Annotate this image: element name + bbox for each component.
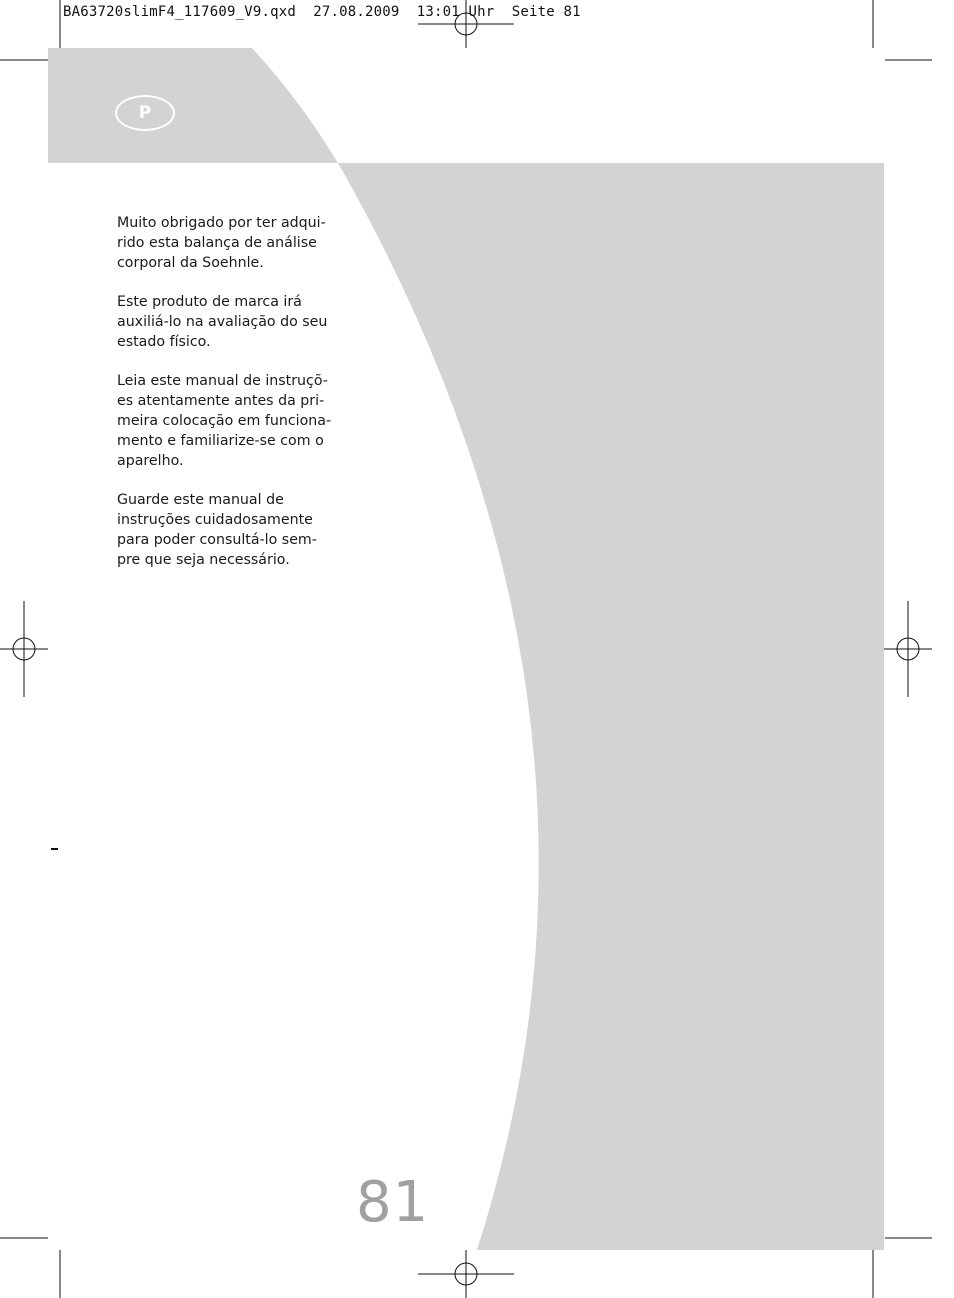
text-line: auxiliá-lo na avaliação do seu <box>117 313 328 330</box>
text-line: meira colocação em funciona- <box>117 412 332 429</box>
text-line: es atentamente antes da pri- <box>117 393 325 410</box>
text-line: rido esta balança de análise <box>117 234 317 251</box>
text-line: Guarde este manual de <box>117 492 284 509</box>
text-line: Muito obrigado por ter adqui- <box>117 215 326 231</box>
paragraph <box>117 491 337 570</box>
text-line: corporal da Soehnle. <box>117 254 264 271</box>
language-badge: P <box>115 95 175 131</box>
text-line: Este produto de marca irá <box>117 294 302 311</box>
header-band <box>48 48 338 163</box>
curved-panel <box>338 163 884 1250</box>
intro-text <box>117 214 337 590</box>
paragraph <box>117 372 337 471</box>
print-slug: BA63720slimF4_117609_V9.qxd 27.08.2009 13:01 Uhr Seite 81 <box>63 4 581 20</box>
text-line: mento e familiarize-se com o <box>117 432 324 449</box>
text-line: instruções cuidadosamente <box>117 511 313 528</box>
margin-dash <box>51 848 58 850</box>
text-line: pre que seja necessário. <box>117 551 290 568</box>
text-line: Leia este manual de instruçõ- <box>117 373 328 390</box>
text-line: para poder consultá-lo sem- <box>117 531 317 548</box>
paragraph <box>117 293 337 352</box>
text-line: aparelho. <box>117 452 184 469</box>
text-line: estado físico. <box>117 333 211 350</box>
paragraph <box>117 214 337 273</box>
page-number: 81 <box>356 1170 430 1235</box>
